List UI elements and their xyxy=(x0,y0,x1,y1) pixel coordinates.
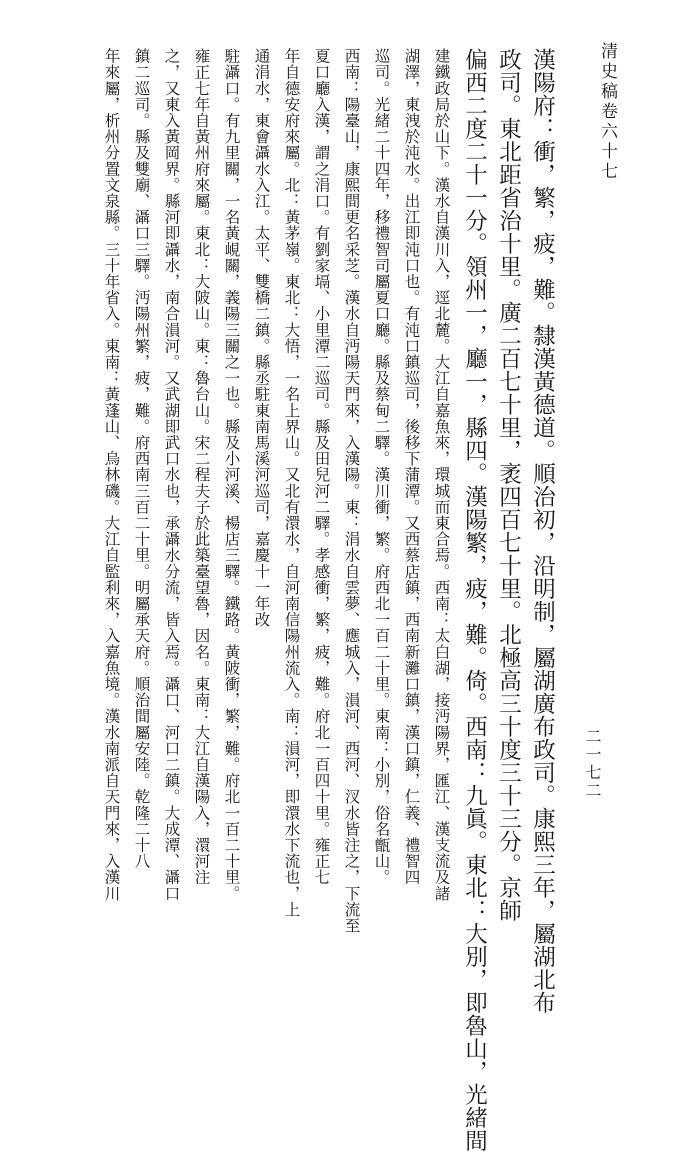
text-column-5: 湖澤，東洩於沌水。出江即沌口也。有沌口鎮巡司，後移下蒲潭。又西蔡店鎮，西南新灘口鎮，漢口鎮，仁義、禮智四 xyxy=(402,48,421,886)
text-column-3: 偏西二度二十一分。領州一，廳一，縣四。漢陽繁，疲，難。倚。西南：九眞。東北：大別，即魯山，光緒間 xyxy=(461,48,488,1152)
page-number: 二一七二 xyxy=(583,728,602,800)
running-title: 清史稿卷六十七 xyxy=(597,42,617,182)
text-column-4: 建鐵政局於山下。漢水自漢川入，逕北麓。大江自嘉魚來，環城而東合焉。西南：太白湖，接沔陽界，匯江、漢支流及諸 xyxy=(432,48,451,902)
text-column-14: 鎮二巡司。縣及雙廟、灄口三驛。沔陽州繁，疲，難。府西南三百二十里。明屬承天府。順治間屬安陸。乾隆二十八 xyxy=(132,48,151,870)
text-column-11: 駐灄口。有九里關，一名黃峴關，義陽三關之一也。縣及小河溪、楊店三驛。鐵路。黃陂衝，繁，難。府北一百二十里。 xyxy=(222,48,241,902)
text-column-10: 通涓水，東會灄水入江。太平、雙橋二鎮。縣丞駐東南馬溪河巡司，嘉慶十一年改 xyxy=(252,48,271,628)
text-column-7: 西南：陽臺山，康熙間更名采芝。漢水自沔陽天門來，入漢陽。東：涓水自雲夢、應城入，溳河、西河、汊水皆注之，下流至 xyxy=(342,48,361,934)
text-column-13: 之，又東入黃岡界。縣河即灄水，南合溳河。又武湖即武口水也，承灄水分流，皆入焉。灄口、河口二鎮。大成潭、灄口 xyxy=(162,48,181,902)
text-column-12: 雍正七年自黃州府來屬。東北：大陂山。東：魯台山。宋二程夫子於此築臺望魯，因名。東南：大江自漢陽入，澴河注 xyxy=(192,48,211,886)
text-column-2: 政司。東北距省治十里。廣二百七十里，袤四百七十里。北極高三十度三十三分。京師 xyxy=(495,48,522,922)
text-column-6: 巡司。光緒二十四年，移禮智司屬夏口廳。縣及蔡甸二驛。漢川衝，繁。府西北一百二十里。東南：小別，俗名甑山。 xyxy=(372,48,391,886)
text-column-9: 年自德安府來屬。北：黃茅嶺。東北：大悟，一名上界山。又北有澴水，自河南信陽州流入。南：溳河，即澴水下流也，上 xyxy=(282,48,301,918)
text-column-8: 夏口廳入漢，謂之涓口。有劉家塥、小里潭二巡司。縣及田兒河二驛。孝感衝，繁，疲，難。府北一百四十里。雍正七 xyxy=(312,48,331,886)
text-column-15: 年來屬，析州分置文泉縣。三十年省入。東南：黃蓬山、烏林磯。大江自監利來，入嘉魚境。漢水南派自天門來，入漢川 xyxy=(102,48,121,902)
text-column-1: 漢陽府：衝，繁，疲，難。隸漢黃德道。順治初，沿明制，屬湖廣布政司。康熙三年，屬湖北布 xyxy=(529,48,556,1014)
